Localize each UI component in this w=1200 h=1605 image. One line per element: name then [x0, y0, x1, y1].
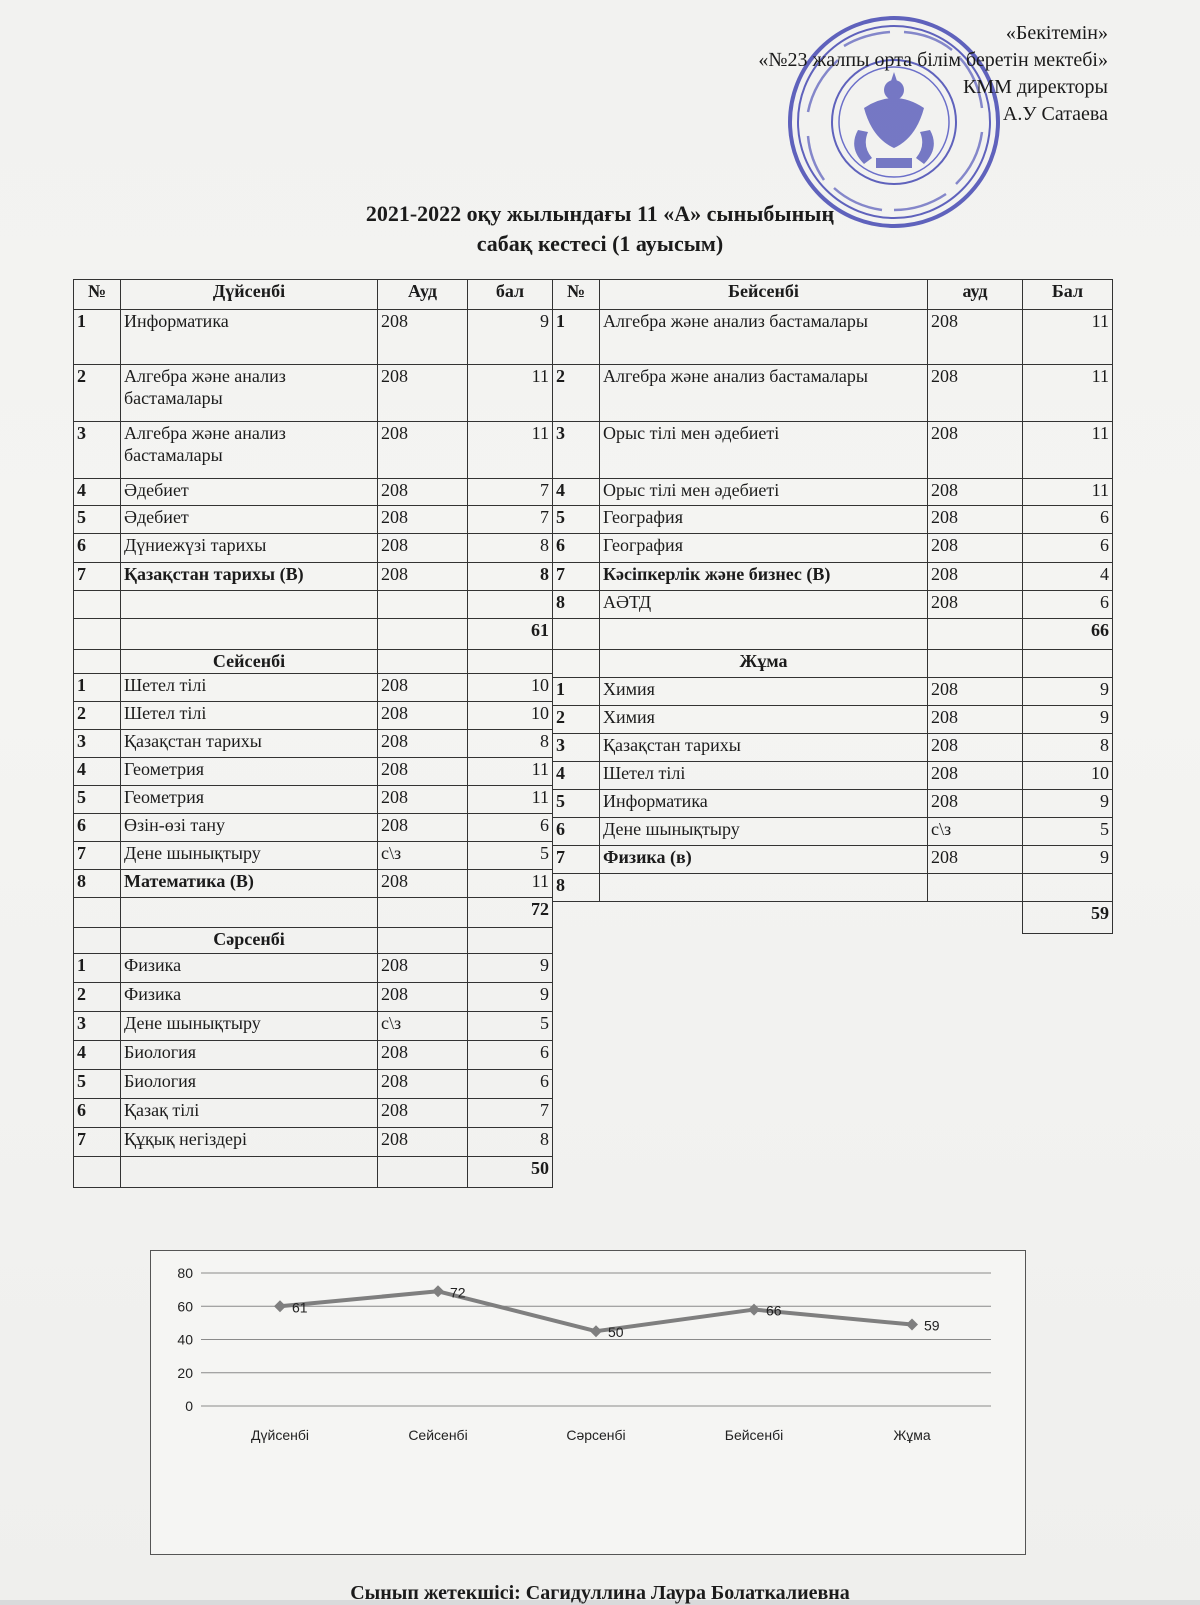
lesson-num: 8 [553, 591, 600, 619]
lesson-subject: Шетел тілі [121, 702, 378, 730]
table-row [74, 702, 553, 730]
lesson-ball: 8 [468, 534, 553, 563]
class-teacher-signature: Сынып жетекшісі: Сагидуллина Лаура Болаткалиевна [350, 1582, 850, 1604]
table-row [553, 506, 1113, 534]
lesson-num: 5 [553, 790, 600, 818]
schedule-table-left [73, 279, 553, 1188]
lesson-num: 1 [74, 310, 121, 365]
lesson-aud: 208 [928, 790, 1023, 818]
lesson-num: 1 [553, 310, 600, 365]
data-label: 59 [924, 1317, 940, 1334]
lesson-ball: 10 [1023, 762, 1113, 790]
chart-svg [151, 1251, 1025, 1554]
table-row [74, 730, 553, 758]
lesson-subject: Әдебиет [121, 506, 378, 534]
lesson-subject: Дене шынықтыру [121, 842, 378, 870]
x-tick-label: Дүйсенбі [251, 1427, 309, 1443]
tuesday-title: Сейсенбі [121, 650, 378, 674]
lesson-ball: 6 [468, 1041, 553, 1070]
table-row [74, 563, 553, 591]
table-row [553, 534, 1113, 563]
table-row [74, 1128, 553, 1157]
lesson-num: 6 [553, 818, 600, 846]
lesson-ball: 8 [468, 563, 553, 591]
lesson-ball: 8 [468, 1128, 553, 1157]
lesson-subject: Биология [121, 1041, 378, 1070]
lesson-ball: 6 [1023, 591, 1113, 619]
lesson-ball: 11 [468, 422, 553, 479]
approval-line: КММ директоры [962, 76, 1108, 98]
lesson-ball: 11 [1023, 310, 1113, 365]
lesson-aud: 208 [928, 678, 1023, 706]
header-thursday: Бейсенбі [600, 280, 928, 310]
lesson-aud: 208 [378, 422, 468, 479]
lesson-ball: 5 [1023, 818, 1113, 846]
lesson-aud: 208 [378, 786, 468, 814]
lesson-aud: 208 [378, 758, 468, 786]
lesson-ball: 7 [468, 1099, 553, 1128]
empty-row [74, 591, 553, 619]
table-row [74, 786, 553, 814]
approval-line: «№23 жалпы орта білім беретін мектебі» [758, 49, 1108, 71]
table-row [553, 846, 1113, 874]
total-row [74, 1157, 553, 1188]
lesson-aud: с\з [928, 818, 1023, 846]
lesson-subject: Шетел тілі [121, 674, 378, 702]
table-row [74, 870, 553, 898]
lesson-subject: АӘТД [600, 591, 928, 619]
lesson-subject: Қазақстан тарихы (В) [121, 563, 378, 591]
lesson-ball: 6 [1023, 506, 1113, 534]
lesson-aud: 208 [378, 534, 468, 563]
table-row [74, 506, 553, 534]
header-monday: Дүйсенбі [121, 280, 378, 310]
lesson-ball: 7 [468, 479, 553, 506]
lesson-num: 5 [74, 506, 121, 534]
header-num: № [74, 280, 121, 310]
header-num: № [553, 280, 600, 310]
lesson-ball: 9 [1023, 706, 1113, 734]
lesson-ball: 11 [468, 786, 553, 814]
lesson-subject: Құқық негіздері [121, 1128, 378, 1157]
y-tick-label: 20 [177, 1364, 193, 1381]
lesson-subject: Алгебра және анализ бастамалары [121, 422, 378, 479]
table-row [553, 563, 1113, 591]
lesson-aud: 208 [378, 954, 468, 983]
table-row [553, 734, 1113, 762]
lesson-aud: 208 [928, 734, 1023, 762]
lesson-subject: Информатика [121, 310, 378, 365]
lesson-ball: 9 [1023, 846, 1113, 874]
table-row [553, 874, 1113, 902]
lesson-ball: 10 [468, 702, 553, 730]
lesson-subject: Информатика [600, 790, 928, 818]
approval-line: «Бекітемін» [1005, 22, 1108, 44]
lesson-num: 1 [553, 678, 600, 706]
lesson-num: 2 [553, 365, 600, 422]
approval-line: А.У Сатаева [1002, 103, 1108, 125]
lesson-subject: Физика (в) [600, 846, 928, 874]
lesson-subject: Кәсіпкерлік және бизнес (В) [600, 563, 928, 591]
monday-total: 61 [468, 619, 553, 650]
lesson-aud: 208 [928, 846, 1023, 874]
table-row [553, 422, 1113, 479]
data-point [906, 1319, 918, 1331]
document-title: 2021-2022 оқу жылындағы 11 «А» сыныбының [365, 201, 835, 226]
y-tick-label: 80 [177, 1265, 193, 1281]
lesson-num: 4 [74, 1041, 121, 1070]
total-row [553, 902, 1113, 934]
lesson-ball [1023, 874, 1113, 902]
thursday-total: 66 [1023, 619, 1113, 650]
x-tick-label: Сәрсенбі [566, 1427, 626, 1443]
lesson-num: 5 [74, 786, 121, 814]
lesson-num: 3 [74, 1012, 121, 1041]
lesson-aud: с\з [378, 842, 468, 870]
table-row [553, 762, 1113, 790]
header-aud: ауд [928, 280, 1023, 310]
lesson-aud: 208 [378, 674, 468, 702]
table-row [74, 1041, 553, 1070]
total-row [553, 619, 1113, 650]
table-row [553, 678, 1113, 706]
lesson-subject: Қазақстан тарихы [600, 734, 928, 762]
table-row [74, 674, 553, 702]
lesson-num: 6 [74, 1099, 121, 1128]
lesson-aud: 208 [378, 365, 468, 422]
table-row [74, 479, 553, 506]
data-point [432, 1285, 444, 1297]
wednesday-title: Сәрсенбі [121, 928, 378, 954]
data-label: 66 [766, 1302, 782, 1319]
table-row [553, 706, 1113, 734]
lesson-aud: 208 [378, 814, 468, 842]
table-row [74, 1012, 553, 1041]
lesson-num: 4 [74, 758, 121, 786]
x-tick-label: Жұма [893, 1427, 931, 1443]
table-row [74, 814, 553, 842]
lesson-num: 6 [553, 534, 600, 563]
lesson-num: 7 [553, 846, 600, 874]
day-header-row [74, 928, 553, 954]
lesson-ball: 9 [468, 310, 553, 365]
lesson-subject: Әдебиет [121, 479, 378, 506]
lesson-ball: 6 [468, 814, 553, 842]
data-label: 50 [608, 1324, 624, 1341]
document-subtitle: сабақ кестесі (1 ауысым) [476, 231, 724, 256]
lesson-num: 1 [74, 954, 121, 983]
lesson-subject: Қазақ тілі [121, 1099, 378, 1128]
lesson-subject [600, 874, 928, 902]
lesson-subject: Алгебра және анализ бастамалары [121, 365, 378, 422]
table-row [74, 842, 553, 870]
lesson-num: 4 [553, 479, 600, 506]
lesson-num: 8 [553, 874, 600, 902]
table-row [74, 534, 553, 563]
table-row [74, 954, 553, 983]
header-aud: Ауд [378, 280, 468, 310]
lesson-subject: Биология [121, 1070, 378, 1099]
table-row [74, 422, 553, 479]
table-row [553, 310, 1113, 365]
lesson-aud [928, 874, 1023, 902]
lesson-num: 5 [553, 506, 600, 534]
table-row [74, 310, 553, 365]
lesson-subject: Геометрия [121, 758, 378, 786]
lesson-num: 2 [74, 983, 121, 1012]
lesson-num: 2 [74, 702, 121, 730]
table-row [74, 758, 553, 786]
lesson-aud: 208 [378, 1128, 468, 1157]
friday-title: Жұма [600, 650, 928, 678]
lesson-subject: Алгебра және анализ бастамалары [600, 310, 928, 365]
lesson-subject: Физика [121, 983, 378, 1012]
lesson-num: 7 [74, 563, 121, 591]
lesson-ball: 8 [1023, 734, 1113, 762]
y-tick-label: 40 [177, 1331, 193, 1348]
lesson-ball: 6 [468, 1070, 553, 1099]
weekly-load-chart [150, 1250, 1026, 1555]
lesson-num: 4 [553, 762, 600, 790]
lesson-subject: Дене шынықтыру [600, 818, 928, 846]
lesson-aud: 208 [928, 479, 1023, 506]
total-row [74, 898, 553, 928]
header-ball: Бал [1023, 280, 1113, 310]
lesson-subject: Дүниежүзі тарихы [121, 534, 378, 563]
lesson-ball: 5 [468, 842, 553, 870]
lesson-aud: 208 [928, 365, 1023, 422]
lesson-aud: с\з [378, 1012, 468, 1041]
lesson-subject: Математика (В) [121, 870, 378, 898]
lesson-subject: Геометрия [121, 786, 378, 814]
table-row [553, 365, 1113, 422]
lesson-num: 8 [74, 870, 121, 898]
table-row [74, 365, 553, 422]
lesson-subject: Химия [600, 678, 928, 706]
lesson-num: 2 [74, 365, 121, 422]
lesson-aud: 208 [378, 870, 468, 898]
lesson-ball: 9 [468, 954, 553, 983]
data-point [748, 1304, 760, 1316]
friday-total: 59 [1023, 902, 1113, 934]
lesson-num: 7 [74, 842, 121, 870]
lesson-num: 7 [553, 563, 600, 591]
table-row [74, 1099, 553, 1128]
lesson-ball: 11 [1023, 422, 1113, 479]
lesson-num: 6 [74, 534, 121, 563]
table-row [74, 1070, 553, 1099]
total-row [74, 619, 553, 650]
lesson-ball: 7 [468, 506, 553, 534]
lesson-aud: 208 [378, 479, 468, 506]
lesson-subject: Алгебра және анализ бастамалары [600, 365, 928, 422]
lesson-aud: 208 [928, 706, 1023, 734]
lesson-ball: 5 [468, 1012, 553, 1041]
table-row [74, 983, 553, 1012]
table-row [553, 479, 1113, 506]
table-row [553, 818, 1113, 846]
lesson-aud: 208 [928, 506, 1023, 534]
approval-block [758, 20, 1108, 128]
schedule-table-right [552, 279, 1113, 934]
lesson-aud: 208 [378, 1070, 468, 1099]
table-row [553, 591, 1113, 619]
lesson-aud: 208 [378, 310, 468, 365]
lesson-num: 3 [553, 734, 600, 762]
y-tick-label: 60 [177, 1298, 193, 1315]
lesson-num: 3 [74, 730, 121, 758]
lesson-num: 7 [74, 1128, 121, 1157]
lesson-subject: География [600, 534, 928, 563]
lesson-subject: Дене шынықтыру [121, 1012, 378, 1041]
data-label: 61 [292, 1299, 308, 1316]
lesson-num: 3 [553, 422, 600, 479]
data-label: 72 [450, 1284, 466, 1301]
lesson-ball: 8 [468, 730, 553, 758]
lesson-aud: 208 [378, 702, 468, 730]
lesson-ball: 11 [468, 870, 553, 898]
lesson-num: 6 [74, 814, 121, 842]
lesson-subject: Өзін-өзі тану [121, 814, 378, 842]
y-tick-label: 0 [185, 1398, 193, 1414]
lesson-aud: 208 [378, 730, 468, 758]
data-point [590, 1325, 602, 1337]
lesson-subject: Шетел тілі [600, 762, 928, 790]
tuesday-total: 72 [468, 898, 553, 928]
lesson-num: 4 [74, 479, 121, 506]
lesson-subject: Химия [600, 706, 928, 734]
lesson-aud: 208 [928, 534, 1023, 563]
lesson-subject: Орыс тілі мен әдебиеті [600, 479, 928, 506]
x-tick-label: Сейсенбі [408, 1427, 468, 1443]
lesson-ball: 6 [1023, 534, 1113, 563]
day-header-row [74, 650, 553, 674]
lesson-num: 5 [74, 1070, 121, 1099]
lesson-subject: Қазақстан тарихы [121, 730, 378, 758]
wednesday-total: 50 [468, 1157, 553, 1188]
lesson-ball: 9 [1023, 790, 1113, 818]
x-tick-label: Бейсенбі [724, 1427, 784, 1443]
lesson-ball: 11 [1023, 479, 1113, 506]
lesson-aud: 208 [928, 591, 1023, 619]
lesson-subject: Орыс тілі мен әдебиеті [600, 422, 928, 479]
lesson-ball: 11 [1023, 365, 1113, 422]
lesson-num: 2 [553, 706, 600, 734]
lesson-aud: 208 [378, 563, 468, 591]
lesson-subject: География [600, 506, 928, 534]
lesson-num: 3 [74, 422, 121, 479]
header-ball: бал [468, 280, 553, 310]
lesson-aud: 208 [928, 422, 1023, 479]
lesson-aud: 208 [928, 762, 1023, 790]
data-point [274, 1300, 286, 1312]
lesson-aud: 208 [378, 983, 468, 1012]
lesson-ball: 10 [468, 674, 553, 702]
lesson-ball: 11 [468, 365, 553, 422]
lesson-aud: 208 [928, 310, 1023, 365]
lesson-num: 1 [74, 674, 121, 702]
lesson-ball: 4 [1023, 563, 1113, 591]
table-row [553, 790, 1113, 818]
lesson-aud: 208 [378, 1099, 468, 1128]
lesson-aud: 208 [378, 506, 468, 534]
day-header-row [553, 650, 1113, 678]
lesson-ball: 9 [468, 983, 553, 1012]
lesson-subject: Физика [121, 954, 378, 983]
lesson-aud: 208 [928, 563, 1023, 591]
lesson-ball: 9 [1023, 678, 1113, 706]
lesson-aud: 208 [378, 1041, 468, 1070]
lesson-ball: 11 [468, 758, 553, 786]
